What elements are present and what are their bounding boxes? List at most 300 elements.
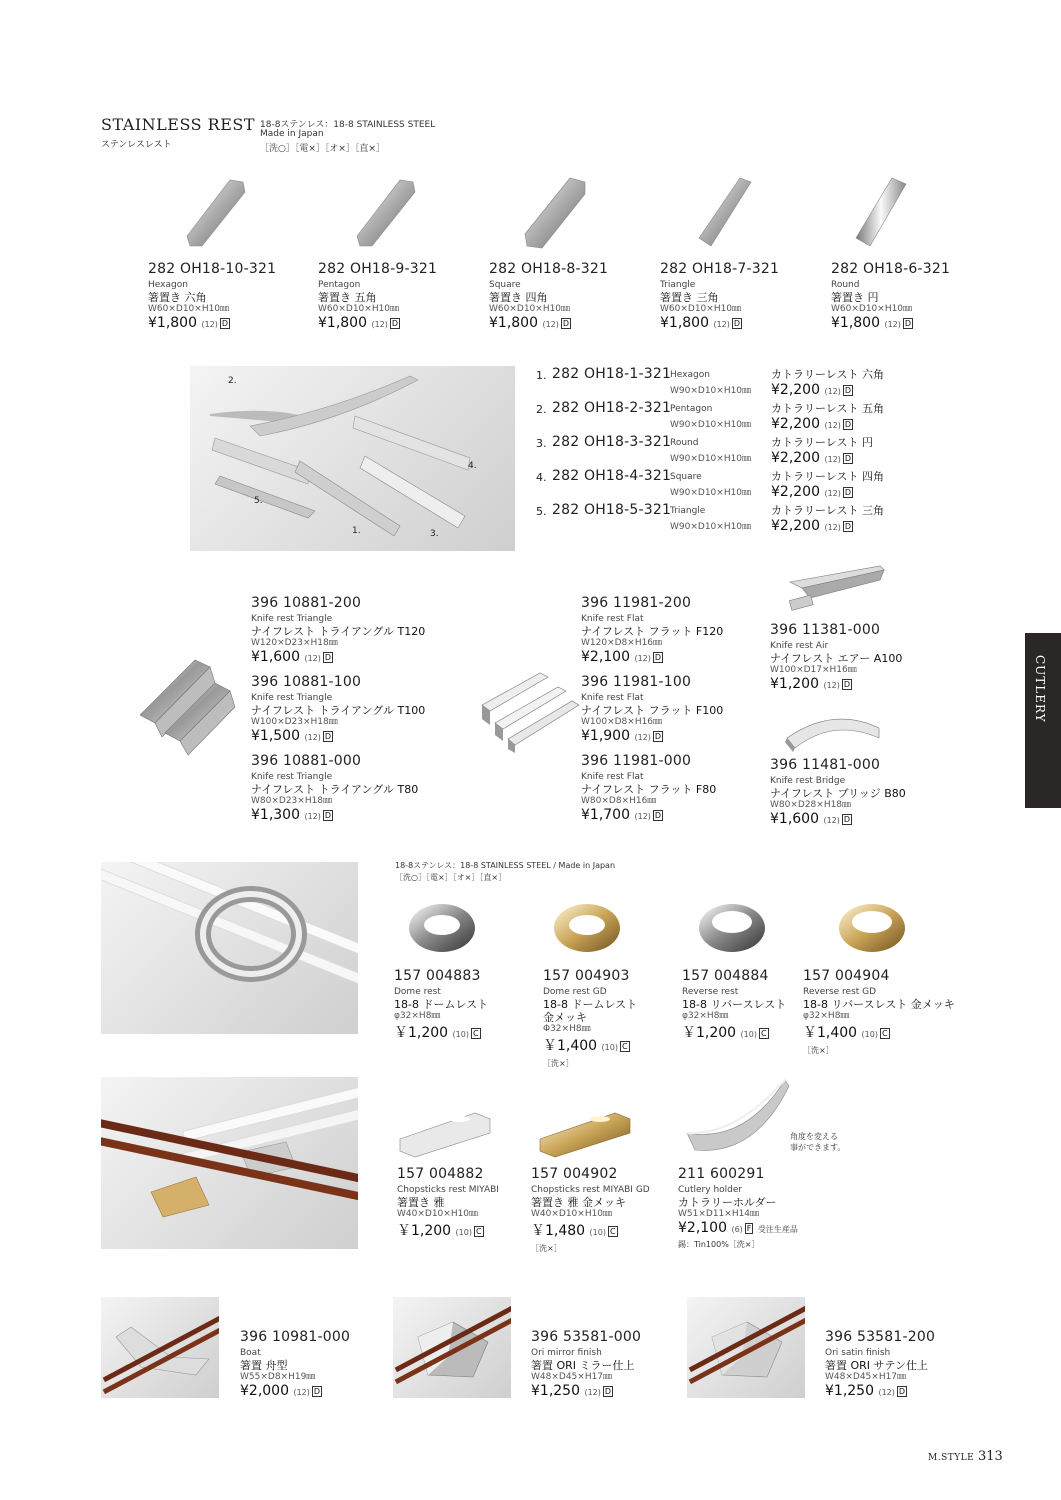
rank-badge: D xyxy=(324,732,332,741)
product-code: 396 11481-000 xyxy=(770,757,881,773)
pack-qty: (10) xyxy=(601,1043,618,1052)
product-name-en: Knife rest Air xyxy=(770,641,829,651)
rank-badge: D xyxy=(843,680,851,689)
ori-satin-rest xyxy=(825,1329,935,1399)
product-code: 396 10881-100 xyxy=(251,674,362,690)
rank-badge: C xyxy=(472,1029,479,1038)
product-code: 282 OH18-2-321 xyxy=(552,400,672,416)
rank-badge: D xyxy=(654,653,662,662)
price: ¥2,000 xyxy=(240,1383,289,1399)
product-name-en: Knife rest Bridge xyxy=(770,776,846,786)
cutlery-rest-photo xyxy=(190,366,515,551)
product-name-jp: 箸置き 雅 xyxy=(397,1196,445,1209)
page-title: STAINLESS REST xyxy=(101,115,256,134)
product-code: 157 004904 xyxy=(803,968,890,984)
holder-callout-line1: 角度を変える xyxy=(790,1132,838,1141)
miyabi-rest-gd xyxy=(531,1166,650,1254)
product-price-line xyxy=(251,649,425,665)
price: ¥1,800 xyxy=(489,315,538,331)
product-code: 282 OH18-4-321 xyxy=(552,468,672,484)
product-dimensions: W100×D8×H16㎜ xyxy=(581,717,663,727)
product-name-jp: 18-8 リバースレスト 金メッキ xyxy=(803,998,955,1011)
product-dimensions: W48×D45×H17㎜ xyxy=(825,1372,907,1382)
product-price-line xyxy=(771,518,853,534)
price: ¥1,250 xyxy=(531,1383,580,1399)
product-price-line xyxy=(771,450,853,466)
origin-note: Made in Japan xyxy=(260,129,324,139)
product-name-en: Knife rest Flat xyxy=(581,772,644,782)
product-price-line xyxy=(531,1220,650,1240)
item-number: 2. xyxy=(536,403,547,416)
price: ¥2,200 xyxy=(771,484,820,500)
product-name-en: Chopsticks rest MIYABI xyxy=(397,1185,499,1195)
pack-qty: (12) xyxy=(634,733,651,742)
pack-qty: (12) xyxy=(824,421,841,430)
price: ¥1,900 xyxy=(581,728,630,744)
product-dimensions: W100×D17×H16㎜ xyxy=(770,665,857,675)
product-price-line xyxy=(831,315,950,331)
product-name-en: Knife rest Triangle xyxy=(251,693,333,703)
product-name-jp: カトラリーレスト 五角 xyxy=(771,402,884,415)
rank-badge: F xyxy=(746,1224,752,1233)
product-code: 282 OH18-7-321 xyxy=(660,261,780,277)
triangle-rest-image xyxy=(685,172,765,252)
rank-badge: D xyxy=(844,488,852,497)
product-price-line xyxy=(318,315,437,331)
product-dimensions: W120×D8×H16㎜ xyxy=(581,638,663,648)
product-price-line xyxy=(581,649,723,665)
price: ¥1,700 xyxy=(581,807,630,823)
product-code: 157 004884 xyxy=(682,968,769,984)
reverse-rest xyxy=(682,968,786,1042)
section-tab xyxy=(1025,633,1061,808)
product-name-en: Knife rest Flat xyxy=(581,614,644,624)
product-code: 396 11981-200 xyxy=(581,595,692,611)
cutlery-rest-list xyxy=(536,366,896,536)
product-name-jp: 箸置き 四角 xyxy=(489,291,548,304)
pack-qty: (12) xyxy=(823,816,840,825)
product-code: 282 OH18-5-321 xyxy=(552,502,672,518)
list-item xyxy=(536,400,896,434)
section-tab-label: CUTLERY xyxy=(1033,655,1047,723)
product-name-en: Hexagon xyxy=(148,280,188,290)
care-note: ［洗×］ xyxy=(531,1244,562,1253)
pack-qty: (12) xyxy=(304,812,321,821)
reverse-rest-image xyxy=(695,898,770,958)
product-price-line xyxy=(825,1383,935,1399)
product-name-jp: カトラリーレスト 六角 xyxy=(771,368,884,381)
product-name-jp: ナイフレスト エアー A100 xyxy=(770,652,903,665)
product-dimensions: Φ32×H8㎜ xyxy=(543,1024,591,1034)
care-note: ［洗×］ xyxy=(803,1046,834,1055)
rank-badge: C xyxy=(475,1227,482,1236)
product-name-jp: カトラリーホルダー xyxy=(678,1196,777,1209)
pack-qty: (12) xyxy=(371,320,388,329)
product-dimensions: W40×D10×H10㎜ xyxy=(397,1209,479,1219)
product-name-en: Dome rest xyxy=(394,987,441,997)
price: ¥1,300 xyxy=(251,807,300,823)
boat-rest-illustration xyxy=(101,1297,219,1398)
reverse-rest-gd-image xyxy=(835,898,910,958)
product-dimensions: φ32×H8㎜ xyxy=(803,1011,850,1021)
product-name-jp: ナイフレスト ブリッジ B80 xyxy=(770,787,906,800)
product-name-en: Knife rest Flat xyxy=(581,693,644,703)
pack-qty: (12) xyxy=(878,1388,895,1397)
product-dimensions: W80×D28×H18㎜ xyxy=(770,800,852,810)
cutlery-holder-image xyxy=(685,1078,790,1163)
rank-badge: D xyxy=(324,811,332,820)
product-price-line xyxy=(581,807,723,823)
rank-badge: D xyxy=(844,386,852,395)
product-name-en: Chopsticks rest MIYABI GD xyxy=(531,1185,650,1195)
list-item xyxy=(536,434,896,468)
product-code: 396 10881-000 xyxy=(251,753,362,769)
knife-rest-bridge-image xyxy=(783,708,883,753)
product-name-jp: ナイフレスト フラット F100 xyxy=(581,704,724,717)
product-dimensions: W60×D10×H10㎜ xyxy=(489,304,571,314)
product-name-en: Reverse rest GD xyxy=(803,987,877,997)
pack-qty: (12) xyxy=(824,455,841,464)
product-price-line xyxy=(770,811,906,827)
list-item xyxy=(251,595,425,674)
rank-badge: D xyxy=(313,1387,321,1396)
product-price-line xyxy=(240,1383,350,1399)
product-price-line xyxy=(543,1035,637,1055)
knife-rest-triangle-image xyxy=(140,655,245,765)
pack-qty: (12) xyxy=(824,387,841,396)
product-price-line xyxy=(489,315,608,331)
product-name-en: Boat xyxy=(240,1348,261,1358)
product-name-jp: ナイフレスト トライアングル T120 xyxy=(251,625,426,638)
product-dimensions: W90×D10×H10㎜ xyxy=(670,488,752,498)
price: ¥2,200 xyxy=(771,518,820,534)
rank-badge: C xyxy=(609,1227,616,1236)
price: ¥1,250 xyxy=(825,1383,874,1399)
pack-qty: (12) xyxy=(304,654,321,663)
product-code: 396 10981-000 xyxy=(240,1329,351,1345)
product-price-line xyxy=(682,1022,786,1042)
miyabi-rest-image xyxy=(395,1105,495,1165)
dome-rest-gd-image xyxy=(550,898,625,958)
product-code: 396 10881-200 xyxy=(251,595,362,611)
product-name-jp: ナイフレスト フラット F120 xyxy=(581,625,724,638)
product-price-line xyxy=(394,1022,488,1042)
product-code: 396 11981-100 xyxy=(581,674,692,690)
product-code: 157 004903 xyxy=(543,968,630,984)
product-dimensions: W60×D10×H10㎜ xyxy=(831,304,913,314)
round-rest-image xyxy=(850,172,930,252)
product-price-line xyxy=(678,1220,798,1236)
product-price-line xyxy=(251,807,425,823)
product-name-en: Knife rest Triangle xyxy=(251,614,333,624)
product-name-en: Reverse rest xyxy=(682,987,739,997)
photo-label: 4. xyxy=(468,461,477,471)
product-price-line xyxy=(531,1383,641,1399)
price: ￥1,200 xyxy=(682,1025,737,1041)
product-name-jp: カトラリーレスト 円 xyxy=(771,436,873,449)
product-dimensions: W55×D8×H19㎜ xyxy=(240,1372,316,1382)
product-price-line xyxy=(803,1022,955,1042)
price: ¥2,100 xyxy=(678,1220,727,1236)
product-name-en: Knife rest Triangle xyxy=(251,772,333,782)
price: ¥1,800 xyxy=(660,315,709,331)
product-pentagon xyxy=(318,261,437,331)
rank-badge: D xyxy=(733,319,741,328)
product-name-en: Hexagon xyxy=(670,370,710,380)
item-number: 4. xyxy=(536,471,547,484)
product-name-jp: カトラリーレスト 三角 xyxy=(771,504,884,517)
cutlery-rest-illustration xyxy=(190,366,515,551)
pack-qty: (12) xyxy=(293,1388,310,1397)
product-name-en: Square xyxy=(489,280,521,290)
boat-rest-photo xyxy=(101,1297,219,1398)
product-name-jp: ナイフレスト トライアングル T100 xyxy=(251,704,426,717)
price: ￥1,480 xyxy=(531,1223,586,1239)
list-item xyxy=(536,366,896,400)
pack-qty: (12) xyxy=(201,320,218,329)
pack-qty: (10) xyxy=(589,1228,606,1237)
product-code: 396 53581-200 xyxy=(825,1329,936,1345)
rank-badge: D xyxy=(844,454,852,463)
list-item xyxy=(581,595,723,674)
item-number: 1. xyxy=(536,369,547,382)
section2-material: 18-8ステンレス：18-8 STAINLESS STEEL / Made in Japan xyxy=(395,861,616,870)
product-triangle xyxy=(660,261,779,331)
product-dimensions: W60×D10×H10㎜ xyxy=(318,304,400,314)
pack-qty: (12) xyxy=(584,1388,601,1397)
pack-qty: (12) xyxy=(884,320,901,329)
rank-badge: C xyxy=(881,1029,888,1038)
pentagon-rest-image xyxy=(345,172,425,252)
pack-qty: (10) xyxy=(740,1030,757,1039)
list-item xyxy=(581,674,723,753)
price: ￥1,200 xyxy=(394,1025,449,1041)
product-name-jp: 箸置き 五角 xyxy=(318,291,377,304)
ring-rest-photo xyxy=(101,862,358,1034)
product-name-en: Ori mirror finish xyxy=(531,1348,602,1358)
knife-rest-flat-list xyxy=(581,595,723,832)
miyabi-rest-illustration xyxy=(101,1077,358,1249)
product-price-line xyxy=(581,728,723,744)
pack-qty: (12) xyxy=(824,523,841,532)
rank-badge: D xyxy=(843,815,851,824)
price: ¥2,100 xyxy=(581,649,630,665)
ori-mirror-photo xyxy=(393,1297,511,1398)
product-price-line xyxy=(397,1220,499,1240)
product-name-jp: 18-8 ドームレスト xyxy=(543,998,638,1011)
list-item xyxy=(251,753,425,832)
product-code: 396 11381-000 xyxy=(770,622,881,638)
knife-rest-triangle-list xyxy=(251,595,425,832)
photo-label: 1. xyxy=(352,526,361,536)
item-number: 3. xyxy=(536,437,547,450)
product-name-en: Round xyxy=(670,438,699,448)
product-price-line xyxy=(771,416,853,432)
product-price-line xyxy=(771,382,853,398)
rank-badge: D xyxy=(604,1387,612,1396)
price: ¥1,800 xyxy=(318,315,367,331)
rank-badge: D xyxy=(904,319,912,328)
pack-qty: (12) xyxy=(542,320,559,329)
product-dimensions: φ32×H8㎜ xyxy=(394,1011,441,1021)
product-dimensions: W90×D10×H10㎜ xyxy=(670,454,752,464)
product-name-jp: 箸置き 六角 xyxy=(148,291,207,304)
dome-rest xyxy=(394,968,488,1042)
list-item xyxy=(536,502,896,536)
product-code: 282 OH18-3-321 xyxy=(552,434,672,450)
care-note: ［洗○］［電×］［オ×］［直×］ xyxy=(260,144,385,154)
pack-qty: (10) xyxy=(455,1228,472,1237)
photo-label: 5. xyxy=(254,496,263,506)
photo-label: 3. xyxy=(430,529,439,539)
knife-rest-air xyxy=(770,622,902,692)
care-note: ［洗×］ xyxy=(543,1059,574,1068)
product-dimensions: W80×D8×H16㎜ xyxy=(581,796,657,806)
product-name-jp: 18-8 ドームレスト xyxy=(394,998,489,1011)
product-name-jp: ナイフレスト フラット F80 xyxy=(581,783,717,796)
pack-qty: (12) xyxy=(713,320,730,329)
miyabi-rest xyxy=(397,1166,499,1240)
pack-qty: (12) xyxy=(823,681,840,690)
rank-badge: D xyxy=(221,319,229,328)
photo-label: 2. xyxy=(228,376,237,386)
product-name-en: Cutlery holder xyxy=(678,1185,743,1195)
product-name-en: Square xyxy=(670,472,702,482)
product-code: 157 004883 xyxy=(394,968,481,984)
price: ¥2,200 xyxy=(771,450,820,466)
product-dimensions: W48×D45×H17㎜ xyxy=(531,1372,613,1382)
product-name-jp: カトラリーレスト 四角 xyxy=(771,470,884,483)
product-code: 157 004902 xyxy=(531,1166,618,1182)
pack-qty: (12) xyxy=(634,812,651,821)
holder-callout-line2: 事ができます。 xyxy=(790,1143,846,1152)
price: ¥1,800 xyxy=(148,315,197,331)
product-name-en: Dome rest GD xyxy=(543,987,607,997)
product-name-jp: 箸置 ORI サテン仕上 xyxy=(825,1359,928,1372)
pack-qty: (10) xyxy=(452,1030,469,1039)
product-round xyxy=(831,261,950,331)
page-title-jp: ステンレスレスト xyxy=(101,140,172,150)
ori-satin-photo xyxy=(687,1297,805,1398)
product-square xyxy=(489,261,608,331)
pack-qty: (12) xyxy=(304,733,321,742)
price: ¥1,600 xyxy=(770,811,819,827)
product-name-jp: 箸置 ORI ミラー仕上 xyxy=(531,1359,635,1372)
product-dimensions: W100×D23×H18㎜ xyxy=(251,717,338,727)
product-name-en: Ori satin finish xyxy=(825,1348,891,1358)
product-price-line xyxy=(771,484,853,500)
product-code: 396 53581-000 xyxy=(531,1329,642,1345)
square-rest-image xyxy=(515,172,595,252)
rank-badge: D xyxy=(324,653,332,662)
product-code: 282 OH18-8-321 xyxy=(489,261,609,277)
pack-qty: (12) xyxy=(824,489,841,498)
section2-care: ［洗○］［電×］［オ×］［直×］ xyxy=(395,873,507,882)
product-name-jp: 箸置き 雅 金メッキ xyxy=(531,1196,626,1209)
price: ¥2,200 xyxy=(771,382,820,398)
ori-satin-illustration xyxy=(687,1297,805,1398)
rank-badge: D xyxy=(654,732,662,741)
miyabi-rest-photo xyxy=(101,1077,358,1249)
product-name-jp: 箸置き 円 xyxy=(831,291,879,304)
product-dimensions: φ32×H8㎜ xyxy=(682,1011,729,1021)
product-name-jp: 箸置き 三角 xyxy=(660,291,719,304)
price: ¥2,200 xyxy=(771,416,820,432)
rank-badge: D xyxy=(562,319,570,328)
rank-badge: C xyxy=(760,1029,767,1038)
rank-badge: D xyxy=(654,811,662,820)
product-name-jp-2: 金メッキ xyxy=(543,1011,587,1024)
product-price-line xyxy=(660,315,779,331)
dome-rest-gd xyxy=(543,968,637,1069)
knife-rest-air-image xyxy=(780,560,890,620)
product-name-en: Pentagon xyxy=(670,404,713,414)
product-name-en: Pentagon xyxy=(318,280,361,290)
product-name-en: Round xyxy=(831,280,860,290)
material-note: 錫：Tin100%［洗×］ xyxy=(678,1240,760,1249)
product-dimensions: W90×D10×H10㎜ xyxy=(670,386,752,396)
ring-rest-illustration xyxy=(101,862,358,1034)
product-price-line xyxy=(770,676,902,692)
pack-qty: (10) xyxy=(861,1030,878,1039)
product-dimensions: W90×D10×H10㎜ xyxy=(670,522,752,532)
reverse-rest-gd xyxy=(803,968,955,1056)
product-code: 211 600291 xyxy=(678,1166,765,1182)
material-note: 18-8ステンレス：18-8 STAINLESS STEEL xyxy=(260,120,436,130)
miyabi-rest-gd-image xyxy=(535,1105,635,1165)
product-dimensions: W90×D10×H10㎜ xyxy=(670,420,752,430)
product-name-en: Triangle xyxy=(670,506,706,516)
product-hexagon xyxy=(148,261,276,331)
boat-rest xyxy=(240,1329,350,1399)
footer-brand: M.STYLE xyxy=(928,1453,975,1463)
rank-badge: D xyxy=(391,319,399,328)
price: ¥1,800 xyxy=(831,315,880,331)
product-price-line xyxy=(148,315,276,331)
price: ¥1,600 xyxy=(251,649,300,665)
price: ¥1,500 xyxy=(251,728,300,744)
product-dimensions: W60×D10×H10㎜ xyxy=(660,304,742,314)
product-code: 282 OH18-6-321 xyxy=(831,261,951,277)
product-dimensions: W80×D23×H18㎜ xyxy=(251,796,333,806)
item-number: 5. xyxy=(536,505,547,518)
price: ￥1,200 xyxy=(397,1223,452,1239)
rank-badge: D xyxy=(844,522,852,531)
product-code: 157 004882 xyxy=(397,1166,484,1182)
product-price-line xyxy=(251,728,425,744)
product-code: 396 11981-000 xyxy=(581,753,692,769)
list-item xyxy=(536,468,896,502)
product-dimensions: W51×D11×H14㎜ xyxy=(678,1209,760,1219)
product-code: 282 OH18-1-321 xyxy=(552,366,672,382)
product-name-en: Triangle xyxy=(660,280,696,290)
cutlery-holder xyxy=(678,1166,798,1250)
product-name-jp: 18-8 リバースレスト xyxy=(682,998,787,1011)
pack-qty: (6) xyxy=(731,1225,743,1234)
product-name-jp: 箸置 舟型 xyxy=(240,1359,288,1372)
price: ¥1,200 xyxy=(770,676,819,692)
dome-rest-image xyxy=(405,898,480,958)
made-to-order-note: 受注生産品 xyxy=(757,1225,798,1234)
product-code: 282 OH18-10-321 xyxy=(148,261,277,277)
pack-qty: (12) xyxy=(634,654,651,663)
hexagon-rest-image xyxy=(175,172,255,252)
product-name-jp: ナイフレスト トライアングル T80 xyxy=(251,783,419,796)
list-item xyxy=(581,753,723,832)
page-number: 313 xyxy=(978,1449,1003,1464)
product-dimensions: W120×D23×H18㎜ xyxy=(251,638,338,648)
product-code: 282 OH18-9-321 xyxy=(318,261,438,277)
